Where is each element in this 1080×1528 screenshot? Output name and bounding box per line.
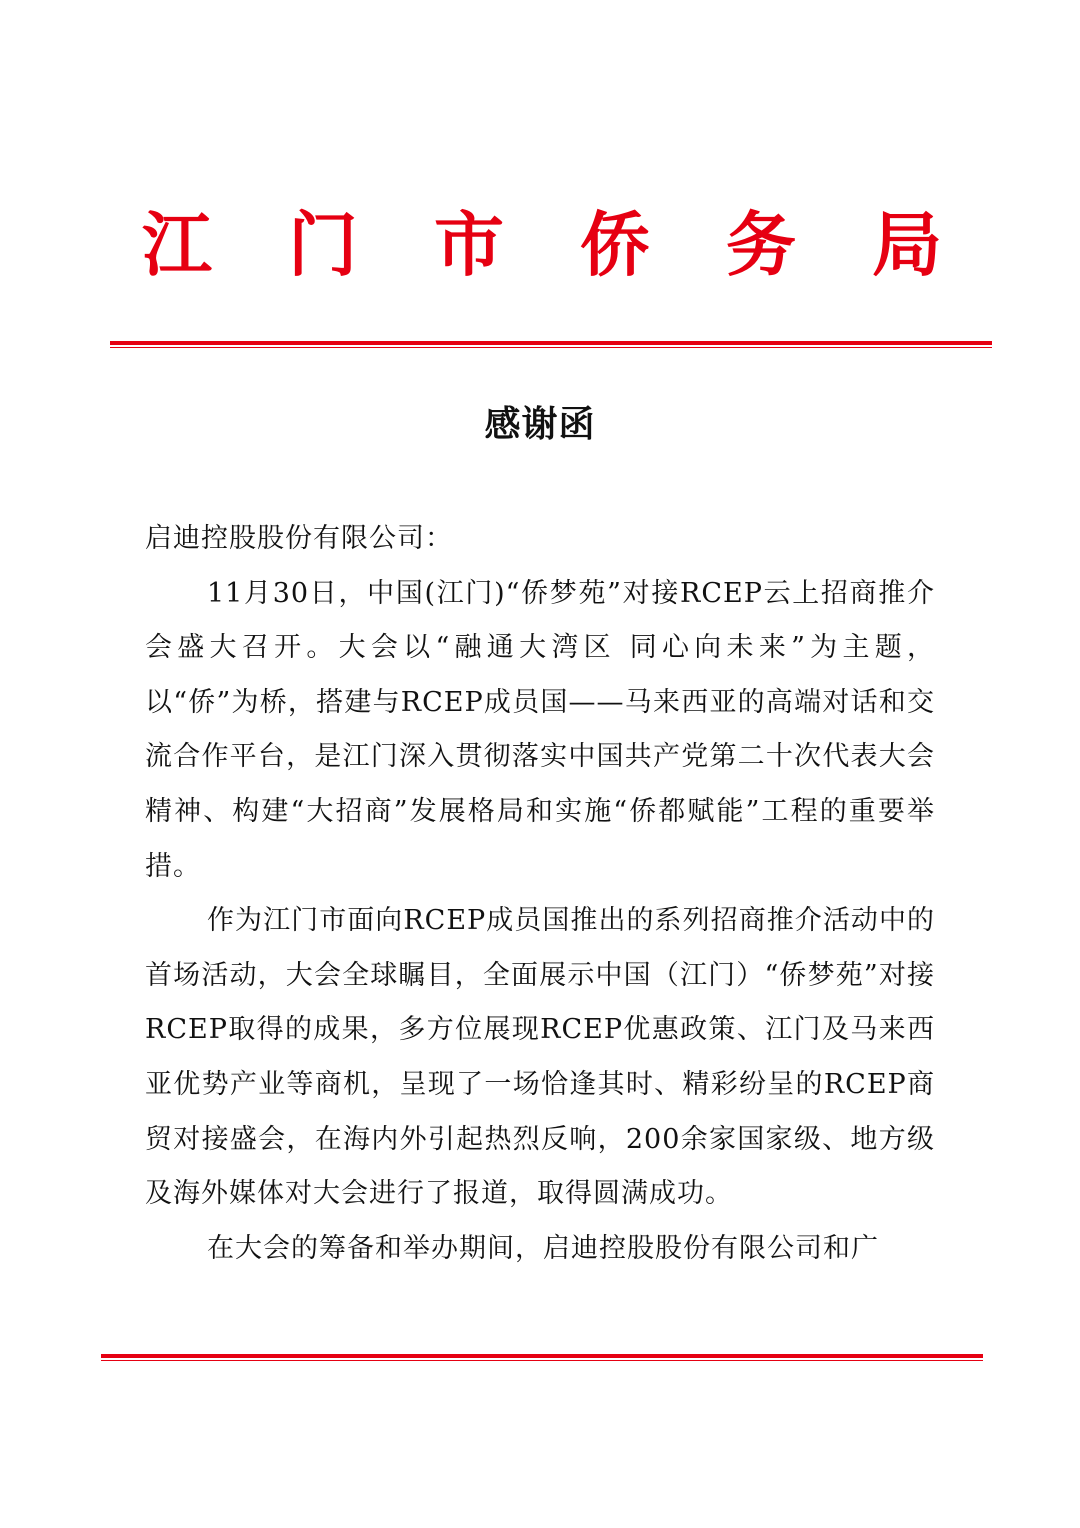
letterhead-org-name bbox=[142, 200, 942, 290]
letterhead-char: 局 bbox=[872, 203, 942, 286]
body-paragraph: 11月30日，中国(江门)“侨梦苑”对接RCEP云上招商推介会盛大召开。大会以“融通大湾区 同心向未来”为主题，以“侨”为桥，搭建与RCEP成员国——马来西亚的高端对话和交流合作平台，是江门深入贯彻落实中国共产党第二十次代表大会精神、构建“大招商”发展格局和实施“侨都赋能”工程的重要举措。 bbox=[145, 577, 935, 882]
letterhead-char: 市 bbox=[434, 203, 504, 286]
footer-red-rule bbox=[101, 1354, 983, 1361]
body-paragraph: 在大会的筹备和举办期间，启迪控股股份有限公司和广 bbox=[207, 1232, 879, 1264]
letterhead-char: 务 bbox=[726, 203, 796, 286]
salutation: 启迪控股股份有限公司： bbox=[145, 523, 453, 554]
letterhead-char: 侨 bbox=[580, 203, 650, 286]
letter-body bbox=[145, 512, 935, 1276]
letterhead-char: 江 bbox=[142, 203, 212, 286]
body-paragraph: 作为江门市面向RCEP成员国推出的系列招商推介活动中的首场活动，大会全球瞩目，全面展示中国（江门）“侨梦苑”对接RCEP取得的成果，多方位展现RCEP优惠政策、江门及马来西亚优势产业等商机，呈现了一场恰逢其时、精彩纷呈的RCEP商贸对接盛会，在海内外引起热烈反响，200余家国家级、地方级及海外媒体对大会进行了报道，取得圆满成功。 bbox=[145, 905, 935, 1210]
letterhead-char: 门 bbox=[288, 203, 358, 286]
document-title: 感谢函 bbox=[484, 404, 596, 445]
letterhead-red-rule bbox=[110, 341, 992, 348]
